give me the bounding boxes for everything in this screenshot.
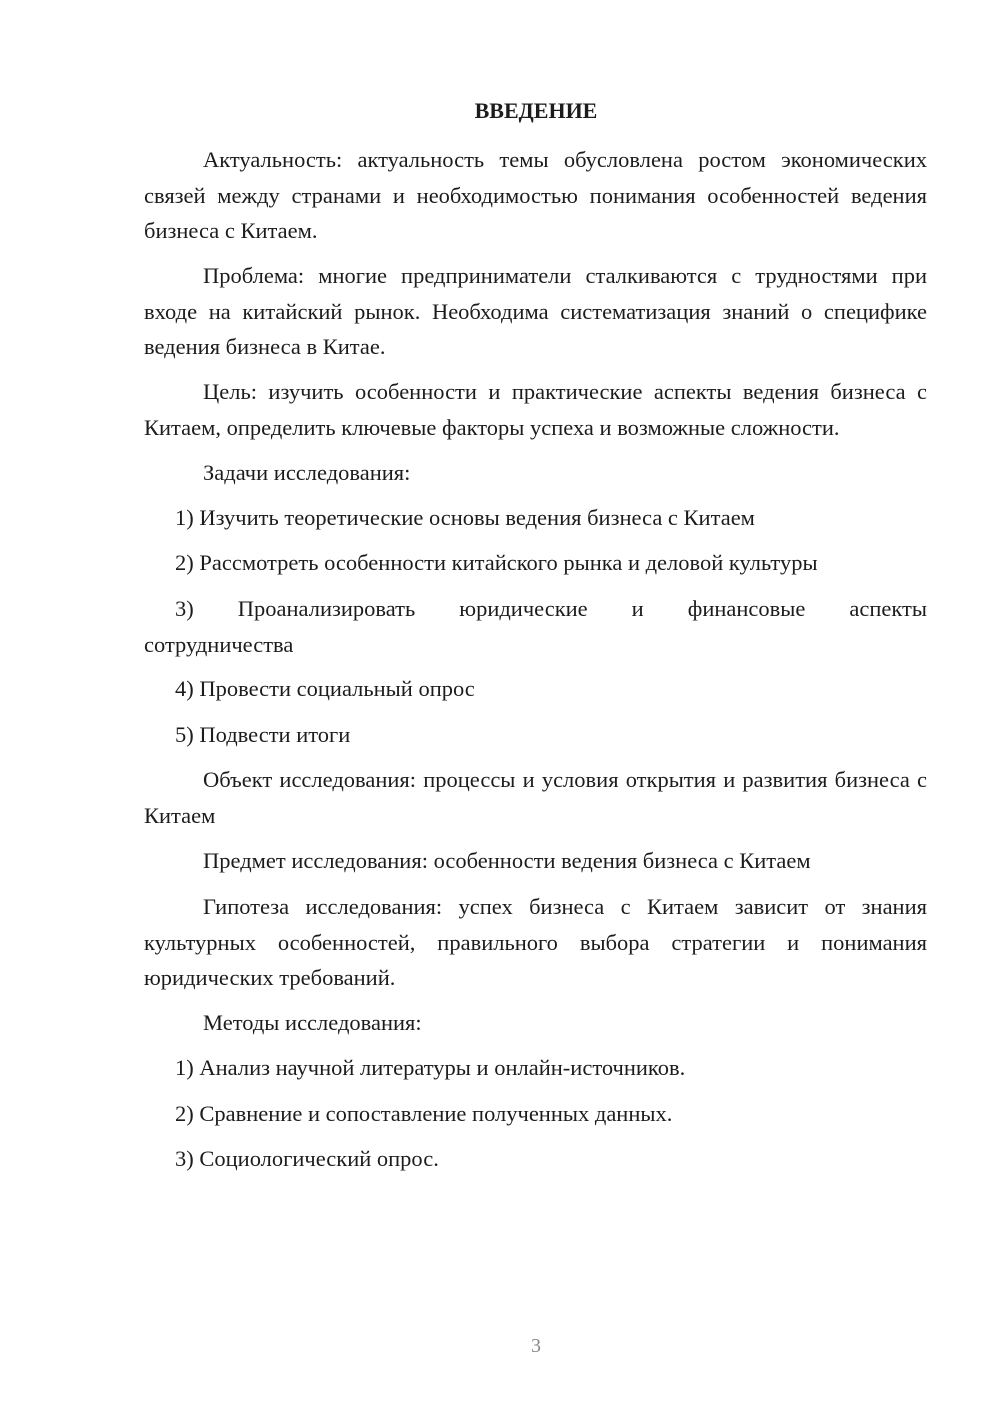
section-title: ВВЕДЕНИЕ (474, 98, 598, 123)
method-item-3: 3) Социологический опрос. (175, 1146, 439, 1171)
task-item-1: 1) Изучить теоретические основы ведения бизнеса с Китаем (175, 505, 755, 530)
relevance-paragraph: Актуальность: актуальность темы обусловлена ростом экономических связей между странами и необходимостью понимания особенностей ведения бизнеса с Китаем. (144, 147, 927, 243)
task-item-2: 2) Рассмотреть особенности китайского рынка и деловой культуры (175, 550, 818, 575)
methods-heading: Методы исследования: (203, 1010, 422, 1035)
task-item-4: 4) Провести социальный опрос (175, 676, 475, 701)
subject-paragraph: Предмет исследования: особенности ведения бизнеса с Китаем (203, 848, 811, 873)
task-item-5: 5) Подвести итоги (175, 722, 351, 747)
tasks-heading: Задачи исследования: (203, 460, 411, 485)
object-paragraph: Объект исследования: процессы и условия открытия и развития бизнеса с Китаем (144, 767, 927, 828)
page-number: 3 (531, 1335, 541, 1357)
method-item-1: 1) Анализ научной литературы и онлайн-источников. (175, 1055, 686, 1080)
problem-paragraph: Проблема: многие предприниматели сталкиваются с трудностями при входе на китайский рынок. Необходима систематизация знаний о специфике ведения бизнеса в Китае. (144, 263, 927, 359)
task-item-3: 3) Проанализировать юридические и финансовые аспекты сотрудничества (144, 596, 927, 657)
goal-paragraph: Цель: изучить особенности и практические аспекты ведения бизнеса с Китаем, определить ключевые факторы успеха и возможные сложности. (144, 379, 927, 440)
method-item-2: 2) Сравнение и сопоставление полученных данных. (175, 1101, 673, 1126)
hypothesis-paragraph: Гипотеза исследования: успех бизнеса с Китаем зависит от знания культурных особенностей, правильного выбора стратегии и понимания юридических требований. (144, 894, 927, 990)
